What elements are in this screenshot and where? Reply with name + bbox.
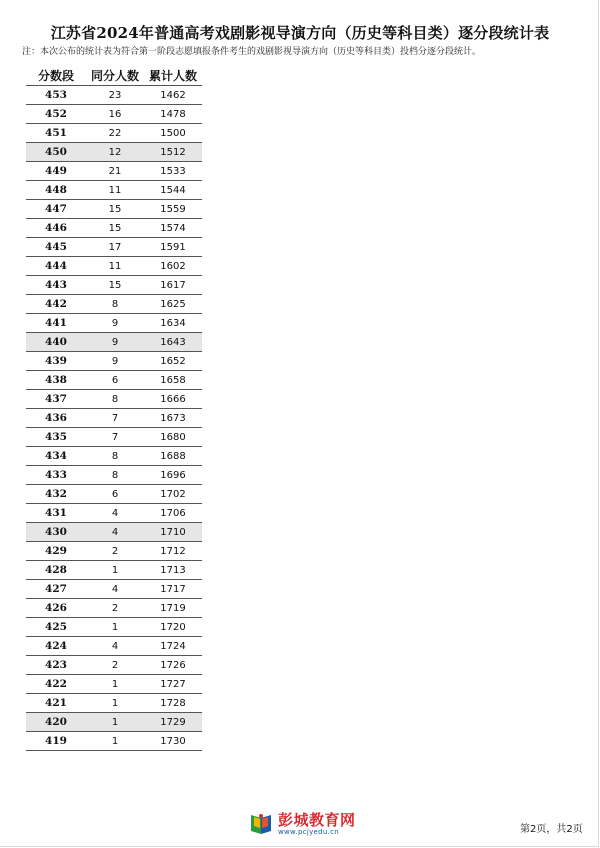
count-cell: 2 xyxy=(86,656,144,675)
count-cell: 11 xyxy=(86,257,144,276)
score-cell: 436 xyxy=(26,409,86,428)
table-row xyxy=(26,580,202,599)
count-cell: 17 xyxy=(86,238,144,257)
count-cell: 4 xyxy=(86,523,144,542)
table-row xyxy=(26,656,202,675)
table-row xyxy=(26,105,202,124)
cumulative-cell: 1702 xyxy=(144,485,202,504)
count-cell: 2 xyxy=(86,542,144,561)
count-cell: 4 xyxy=(86,637,144,656)
cumulative-cell: 1729 xyxy=(144,713,202,732)
count-cell: 11 xyxy=(86,181,144,200)
cumulative-cell: 1512 xyxy=(144,143,202,162)
table-row xyxy=(26,713,202,732)
table-row xyxy=(26,485,202,504)
count-cell: 12 xyxy=(86,143,144,162)
count-cell: 8 xyxy=(86,466,144,485)
score-cell: 445 xyxy=(26,238,86,257)
score-cell: 439 xyxy=(26,352,86,371)
cumulative-cell: 1591 xyxy=(144,238,202,257)
count-cell: 23 xyxy=(86,86,144,105)
table-body xyxy=(26,86,202,751)
site-logo xyxy=(248,812,356,836)
table-row xyxy=(26,276,202,295)
score-cell: 435 xyxy=(26,428,86,447)
cumulative-cell: 1727 xyxy=(144,675,202,694)
table-row xyxy=(26,124,202,143)
score-cell: 432 xyxy=(26,485,86,504)
table-row xyxy=(26,295,202,314)
table-row xyxy=(26,732,202,751)
cumulative-cell: 1730 xyxy=(144,732,202,751)
table-row xyxy=(26,162,202,181)
score-cell: 448 xyxy=(26,181,86,200)
cumulative-cell: 1680 xyxy=(144,428,202,447)
score-cell: 428 xyxy=(26,561,86,580)
score-cell: 430 xyxy=(26,523,86,542)
cumulative-cell: 1688 xyxy=(144,447,202,466)
table-header-row xyxy=(26,66,202,86)
table-row xyxy=(26,618,202,637)
count-cell: 7 xyxy=(86,428,144,447)
score-cell: 443 xyxy=(26,276,86,295)
score-cell: 442 xyxy=(26,295,86,314)
cumulative-cell: 1544 xyxy=(144,181,202,200)
score-cell: 444 xyxy=(26,257,86,276)
page-indicator: 第2页，共2页 xyxy=(520,824,583,835)
count-cell: 22 xyxy=(86,124,144,143)
count-cell: 4 xyxy=(86,504,144,523)
logo-name: 彭城教育网 xyxy=(278,810,356,829)
book-logo-icon xyxy=(248,813,274,835)
cumulative-cell: 1728 xyxy=(144,694,202,713)
cumulative-cell: 1719 xyxy=(144,599,202,618)
cumulative-cell: 1658 xyxy=(144,371,202,390)
cumulative-cell: 1643 xyxy=(144,333,202,352)
count-cell: 1 xyxy=(86,618,144,637)
table-row xyxy=(26,523,202,542)
count-cell: 1 xyxy=(86,675,144,694)
count-cell: 21 xyxy=(86,162,144,181)
score-cell: 429 xyxy=(26,542,86,561)
table-row xyxy=(26,599,202,618)
count-cell: 7 xyxy=(86,409,144,428)
table-row xyxy=(26,219,202,238)
score-cell: 431 xyxy=(26,504,86,523)
table-row xyxy=(26,428,202,447)
count-cell: 1 xyxy=(86,732,144,751)
score-cell: 424 xyxy=(26,637,86,656)
table-row xyxy=(26,409,202,428)
page-note: 注：本次公布的统计表为符合第一阶段志愿填报条件考生的戏剧影视导演方向（历史等科目类）投档分逐分段统计。 xyxy=(22,47,482,57)
table-row xyxy=(26,143,202,162)
cumulative-cell: 1720 xyxy=(144,618,202,637)
cumulative-cell: 1602 xyxy=(144,257,202,276)
table-row xyxy=(26,447,202,466)
score-cell: 453 xyxy=(26,86,86,105)
count-cell: 6 xyxy=(86,485,144,504)
cumulative-cell: 1462 xyxy=(144,86,202,105)
header-score: 分数段 xyxy=(26,66,86,86)
count-cell: 6 xyxy=(86,371,144,390)
score-cell: 420 xyxy=(26,713,86,732)
header-cumulative: 累计人数 xyxy=(144,66,202,86)
count-cell: 15 xyxy=(86,276,144,295)
cumulative-cell: 1559 xyxy=(144,200,202,219)
score-cell: 440 xyxy=(26,333,86,352)
cumulative-cell: 1673 xyxy=(144,409,202,428)
table-row xyxy=(26,181,202,200)
score-cell: 433 xyxy=(26,466,86,485)
table-row xyxy=(26,466,202,485)
table-row xyxy=(26,371,202,390)
count-cell: 8 xyxy=(86,447,144,466)
score-cell: 451 xyxy=(26,124,86,143)
table-row xyxy=(26,314,202,333)
table-row xyxy=(26,542,202,561)
score-cell: 434 xyxy=(26,447,86,466)
cumulative-cell: 1533 xyxy=(144,162,202,181)
count-cell: 8 xyxy=(86,390,144,409)
score-cell: 449 xyxy=(26,162,86,181)
score-table xyxy=(26,66,202,751)
count-cell: 15 xyxy=(86,219,144,238)
table-row xyxy=(26,390,202,409)
score-cell: 426 xyxy=(26,599,86,618)
table-row xyxy=(26,675,202,694)
count-cell: 9 xyxy=(86,314,144,333)
table-row xyxy=(26,257,202,276)
count-cell: 9 xyxy=(86,352,144,371)
score-cell: 421 xyxy=(26,694,86,713)
cumulative-cell: 1617 xyxy=(144,276,202,295)
score-cell: 425 xyxy=(26,618,86,637)
count-cell: 1 xyxy=(86,561,144,580)
score-cell: 452 xyxy=(26,105,86,124)
table-row xyxy=(26,637,202,656)
cumulative-cell: 1574 xyxy=(144,219,202,238)
table-row xyxy=(26,694,202,713)
count-cell: 4 xyxy=(86,580,144,599)
table-row xyxy=(26,333,202,352)
score-cell: 427 xyxy=(26,580,86,599)
cumulative-cell: 1710 xyxy=(144,523,202,542)
cumulative-cell: 1712 xyxy=(144,542,202,561)
table-row xyxy=(26,86,202,105)
table-row xyxy=(26,561,202,580)
cumulative-cell: 1634 xyxy=(144,314,202,333)
cumulative-cell: 1706 xyxy=(144,504,202,523)
page-title: 江苏省2024年普通高考戏剧影视导演方向（历史等科目类）逐分段统计表 xyxy=(50,24,550,42)
count-cell: 1 xyxy=(86,713,144,732)
table-row xyxy=(26,238,202,257)
score-cell: 419 xyxy=(26,732,86,751)
table-row xyxy=(26,352,202,371)
score-cell: 447 xyxy=(26,200,86,219)
header-count: 同分人数 xyxy=(86,66,144,86)
count-cell: 9 xyxy=(86,333,144,352)
count-cell: 15 xyxy=(86,200,144,219)
logo-url: www.pcjyedu.cn xyxy=(278,827,340,836)
score-cell: 437 xyxy=(26,390,86,409)
cumulative-cell: 1717 xyxy=(144,580,202,599)
score-cell: 438 xyxy=(26,371,86,390)
score-cell: 422 xyxy=(26,675,86,694)
cumulative-cell: 1726 xyxy=(144,656,202,675)
cumulative-cell: 1724 xyxy=(144,637,202,656)
count-cell: 16 xyxy=(86,105,144,124)
table-row xyxy=(26,504,202,523)
cumulative-cell: 1478 xyxy=(144,105,202,124)
cumulative-cell: 1696 xyxy=(144,466,202,485)
score-cell: 423 xyxy=(26,656,86,675)
cumulative-cell: 1666 xyxy=(144,390,202,409)
table-row xyxy=(26,200,202,219)
cumulative-cell: 1713 xyxy=(144,561,202,580)
cumulative-cell: 1500 xyxy=(144,124,202,143)
cumulative-cell: 1652 xyxy=(144,352,202,371)
count-cell: 2 xyxy=(86,599,144,618)
count-cell: 1 xyxy=(86,694,144,713)
score-cell: 446 xyxy=(26,219,86,238)
cumulative-cell: 1625 xyxy=(144,295,202,314)
score-cell: 450 xyxy=(26,143,86,162)
score-cell: 441 xyxy=(26,314,86,333)
count-cell: 8 xyxy=(86,295,144,314)
